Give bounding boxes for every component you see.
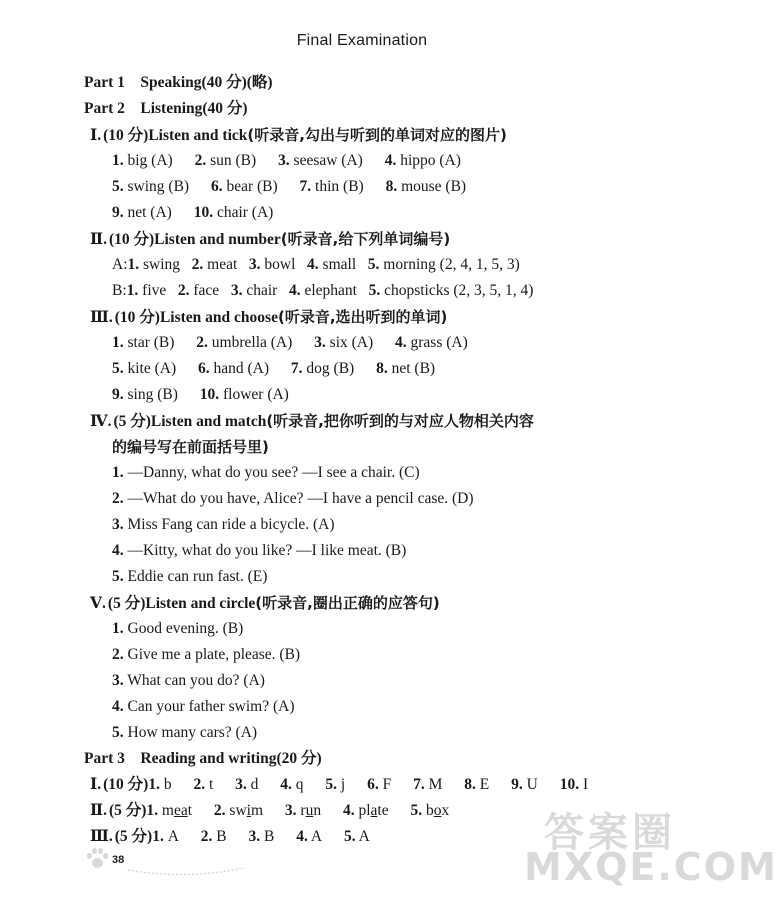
dotted-swoosh-decoration — [126, 866, 246, 878]
section-4-heading-cont: 的编号写在前面括号里) — [112, 438, 269, 456]
page-number: 38 — [112, 854, 125, 866]
answer-key — [84, 70, 704, 850]
list-item: 4. —Kitty, what do you like? —I like meat. (B) — [112, 542, 407, 559]
watermark-logo-text: 答案圈 — [544, 810, 676, 856]
watermark — [524, 801, 778, 891]
watermark-url: MXQE.COM — [524, 845, 778, 889]
list-item: 2. Give me a plate, please. (B) — [112, 646, 301, 663]
answer-row: 5. kite (A) 6. hand (A) 7. dog (B) 8. net (B) — [112, 360, 436, 377]
part3-section-3: Ⅲ. (5 分)1. A 2. B 3. B 4. A 5. A — [90, 828, 370, 845]
section-2-heading: Ⅱ. (10 分)Listen and number(听录音,给下列单词编号) — [90, 230, 451, 248]
part3-heading: Part 3 Reading and writing(20 分) — [84, 750, 322, 767]
section-1-heading — [84, 122, 704, 148]
part2-heading: Part 2 Listening(40 分) — [84, 100, 248, 117]
section-number: Ⅰ. — [90, 127, 102, 144]
list-item: 3. What can you do? (A) — [112, 672, 265, 689]
section-instruction: (听录音,勾出与听到的单词对应的图片) — [247, 126, 507, 144]
answer-row-b: B:1. five 2. face 3. chair 4. elephant 5. chopsticks (2, 3, 5, 1, 4) — [112, 282, 534, 299]
section-title: (10 分)Listen and tick — [103, 127, 248, 144]
list-item: 1. Good evening. (B) — [112, 620, 244, 637]
list-item: 2. —What do you have, Alice? —I have a pencil case. (D) — [112, 490, 474, 507]
paw-print-icon — [86, 848, 108, 872]
section-5-heading: Ⅴ. (5 分)Listen and circle(听录音,圈出正确的应答句) — [90, 594, 440, 612]
list-item: 1. —Danny, what do you see? —I see a chair. (C) — [112, 464, 420, 481]
part3-section-1: Ⅰ. (10 分)1. b 2. t 3. d 4. q 5. j 6. F 7. M 8. E 9. U 10. I — [90, 776, 589, 793]
part1-heading: Part 1 Speaking(40 分)(略) — [84, 74, 273, 91]
section-4-heading: Ⅳ. (5 分)Listen and match(听录音,把你听到的与对应人物相关内容 — [90, 412, 534, 430]
answer-row: 5. swing (B) 6. bear (B) 7. thin (B) 8. mouse (B) — [112, 178, 467, 195]
answer-row: 9. sing (B) 10. flower (A) — [112, 386, 289, 403]
answer-row: 1. star (B) 2. umbrella (A) 3. six (A) 4. grass (A) — [112, 334, 468, 351]
list-item: 4. Can your father swim? (A) — [112, 698, 295, 715]
part3-section-2: Ⅱ. (5 分)1. meat 2. swim 3. run 4. plate 5. box — [90, 802, 450, 819]
list-item: 5. How many cars? (A) — [112, 724, 258, 741]
answer-row: 9. net (A) 10. chair (A) — [112, 204, 274, 221]
list-item: 3. Miss Fang can ride a bicycle. (A) — [112, 516, 335, 533]
list-item: 5. Eddie can run fast. (E) — [112, 568, 268, 585]
answer-row: 1. big (A) 2. sun (B) 3. seesaw (A) 4. hippo (A) — [112, 152, 461, 169]
section-3-heading: Ⅲ. (10 分)Listen and choose(听录音,选出听到的单词) — [90, 308, 448, 326]
page-title: Final Examination — [296, 32, 428, 49]
answer-row-a: A:1. swing 2. meat 3. bowl 4. small 5. morning (2, 4, 1, 5, 3) — [112, 256, 520, 273]
